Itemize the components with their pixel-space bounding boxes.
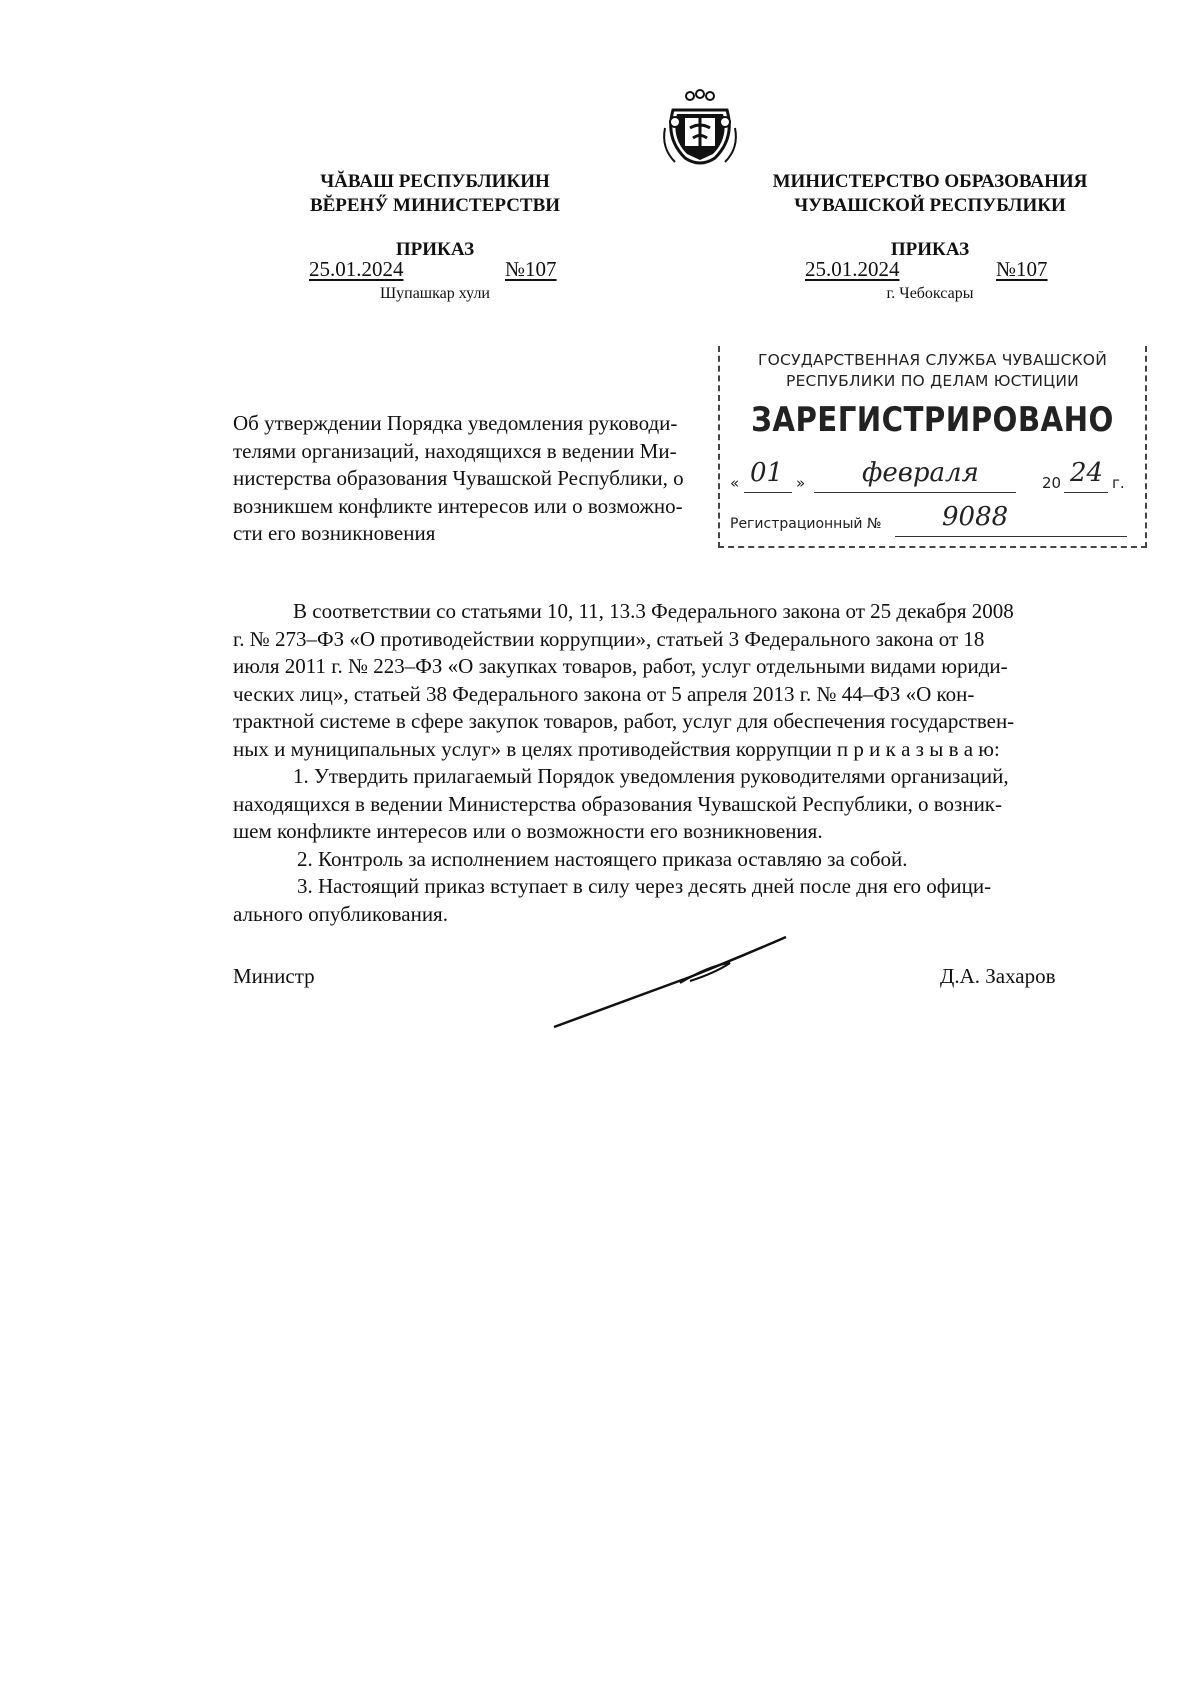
body-line: В соответствии со статьями 10, 11, 13.3 Федерального закона от 25 декабря 2008 <box>293 599 1014 623</box>
stamp-reg-label: Регистрационный № <box>730 516 882 532</box>
handwritten-signature <box>540 925 800 1035</box>
body-line: июля 2011 г. № 223–ФЗ «О закупках товаров, работ, услуг отдельными видами юриди- <box>233 654 1008 678</box>
header-right-order-label: ПРИКАЗ <box>890 239 970 260</box>
signatory-position: Министр <box>233 964 315 988</box>
coat-of-arms-icon <box>655 88 745 170</box>
body-line: находящихся в ведении Министерства образования Чувашской Республики, о возник- <box>233 791 1003 816</box>
stamp-year-suffix: 24 <box>1070 458 1104 488</box>
header-left-place: Шупашкар хули <box>380 285 490 302</box>
body-line: ных и муниципальных услуг» в целях противодействия коррупции п р и к а з ы в а ю: <box>233 736 1000 761</box>
body-line: ального опубликования. <box>233 901 448 926</box>
stamp-quote-close: » <box>796 474 806 492</box>
header-left-order-label: ПРИКАЗ <box>395 239 475 260</box>
stamp-date-row <box>730 458 1130 496</box>
stamp-month: февраля <box>862 458 979 488</box>
clause-1: 1. Утвердить прилагаемый Порядок уведомления руководителями организаций, <box>293 764 1009 788</box>
stamp-reg-number: 9088 <box>942 502 1009 532</box>
stamp-day: 01 <box>750 458 784 488</box>
order-body <box>233 598 1070 928</box>
header-right-title-line2: ЧУВАШСКОЙ РЕСПУБЛИКИ <box>794 195 1066 216</box>
header-left-title-line2: ВĔРЕНӲ МИНИСТЕРСТВИ <box>309 195 561 216</box>
body-line: шем конфликте интересов или о возможности его возникновения. <box>233 819 823 843</box>
signatory-name: Д.А. Захаров <box>940 964 1056 988</box>
header-left-title <box>265 170 605 218</box>
header-right-title-line1: МИНИСТЕРСТВО ОБРАЗОВАНИЯ <box>772 171 1088 192</box>
header-right-number: №107 <box>996 257 1048 281</box>
order-subject <box>233 410 731 548</box>
body-line: ческих лиц», статьей 38 Федерального закона от 5 апреля 2013 г. № 44–ФЗ «О кон- <box>233 681 975 706</box>
stamp-header-line1: ГОСУДАРСТВЕННАЯ СЛУЖБА ЧУВАШСКОЙ <box>758 351 1107 369</box>
body-line: г. № 273–ФЗ «О противодействии коррупции», статьей 3 Федерального закона от 18 <box>233 626 985 651</box>
clause-2: 2. Контроль за исполнением настоящего приказа оставляю за собой. <box>297 846 908 871</box>
header-left-title-line1: ЧĂВАШ РЕСПУБЛИКИН <box>320 171 550 192</box>
header-right-place: г. Чебоксары <box>886 285 974 302</box>
stamp-status: ЗАРЕГИСТРИРОВАНО <box>751 400 1114 440</box>
subject-line: нистерства образования Чувашской Республики, о <box>233 466 684 490</box>
registration-stamp <box>718 346 1147 548</box>
clause-3: 3. Настоящий приказ вступает в силу через десять дней после дня его офици- <box>297 874 992 898</box>
stamp-quote-open: « <box>730 474 740 492</box>
header-left-date: 25.01.2024 <box>309 257 404 281</box>
stamp-header-line2: РЕСПУБЛИКИ ПО ДЕЛАМ ЮСТИЦИИ <box>786 372 1079 390</box>
subject-line: телями организаций, находящихся в ведении Ми- <box>233 438 677 463</box>
header-right-date: 25.01.2024 <box>805 257 900 281</box>
body-line: трактной системе в сфере закупок товаров, работ, услуг для обеспечения государствен- <box>233 709 1015 733</box>
stamp-reg-row <box>730 502 1130 538</box>
subject-line: возникшем конфликте интересов или о возможно- <box>233 493 683 518</box>
header-right-title <box>760 170 1100 218</box>
stamp-year-unit: г. <box>1112 474 1125 492</box>
subject-line: Об утверждении Порядка уведомления руководи- <box>233 411 678 435</box>
subject-line: сти его возникновения <box>233 521 436 545</box>
header-left-number: №107 <box>505 257 557 281</box>
stamp-year-prefix: 20 <box>1042 474 1062 492</box>
